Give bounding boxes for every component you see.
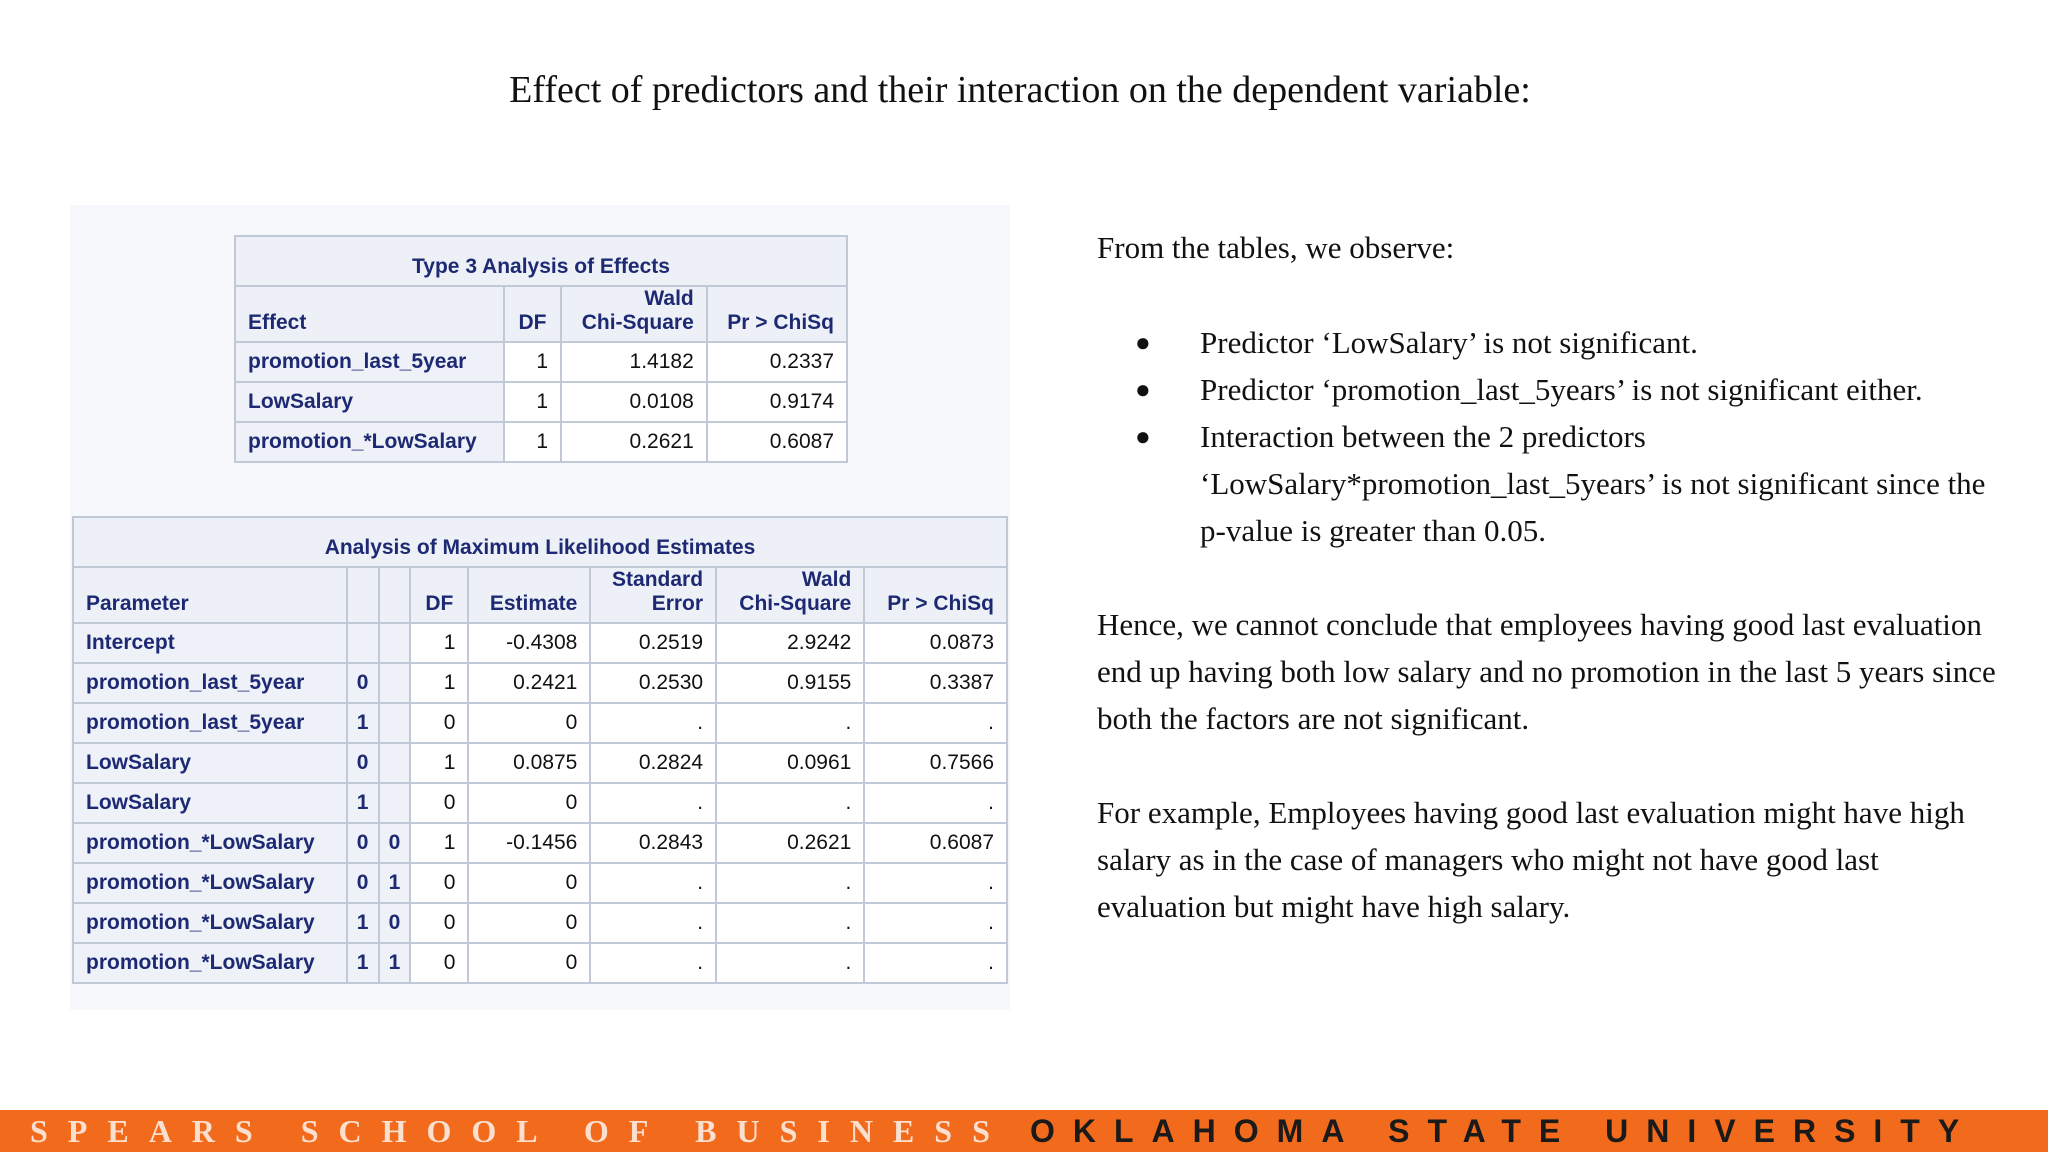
se-cell: . (590, 863, 716, 903)
level2-cell: 1 (379, 863, 411, 903)
p-cell: 0.3387 (864, 663, 1007, 703)
p-cell: 0.9174 (707, 382, 847, 422)
col-header-wald-bottom: Chi-Square (739, 592, 852, 615)
list-item-text: Interaction between the 2 predictors ‘LowSalary*promotion_last_5years’ is not significant since the p-value is greater than 0.05. (1200, 419, 1986, 548)
table-row (73, 903, 1007, 943)
se-cell: . (590, 703, 716, 743)
slide-title: Effect of predictors and their interaction on the dependent variable: (509, 69, 1531, 111)
university-footer-banner (0, 1110, 2048, 1152)
col-header-wald-bottom: Chi-Square (581, 311, 694, 334)
col-header-se-bottom: Error (651, 592, 704, 615)
table-row (235, 342, 847, 382)
param-cell: LowSalary (73, 783, 347, 823)
observations-intro: From the tables, we observe: (1097, 230, 1455, 265)
col-header-effect: Effect (235, 286, 504, 342)
wald-cell: 0.2621 (716, 823, 864, 863)
wald-cell: 0.9155 (716, 663, 864, 703)
level2-cell: 1 (379, 943, 411, 983)
wald-cell: 0.0961 (716, 743, 864, 783)
df-cell: 0 (410, 863, 468, 903)
level1-cell: 0 (347, 823, 379, 863)
table-caption: Type 3 Analysis of Effects (235, 236, 847, 286)
wald-cell: . (716, 863, 864, 903)
effect-cell: LowSalary (235, 382, 504, 422)
observations-list (1097, 319, 1997, 554)
table-row (235, 382, 847, 422)
col-header-p: Pr > ChiSq (707, 286, 847, 342)
effect-cell: promotion_*LowSalary (235, 422, 504, 462)
df-cell: 1 (410, 663, 468, 703)
se-cell: . (590, 943, 716, 983)
se-cell: 0.2519 (590, 623, 716, 663)
level2-cell (379, 623, 411, 663)
level1-cell (347, 623, 379, 663)
table-row (73, 743, 1007, 783)
se-cell: 0.2843 (590, 823, 716, 863)
col-header-wald-top: Wald (801, 568, 852, 591)
se-cell: . (590, 903, 716, 943)
table-row (235, 422, 847, 462)
p-cell: 0.6087 (707, 422, 847, 462)
estimate-cell: 0.0875 (468, 743, 590, 783)
wald-cell: . (716, 703, 864, 743)
df-cell: 1 (410, 823, 468, 863)
table-caption: Analysis of Maximum Likelihood Estimates (73, 517, 1007, 567)
table-row (73, 943, 1007, 983)
level1-cell: 1 (347, 903, 379, 943)
level2-cell (379, 783, 411, 823)
p-cell: 0.6087 (864, 823, 1007, 863)
col-header-df: DF (410, 567, 468, 623)
table-row (73, 663, 1007, 703)
estimate-cell: 0.2421 (468, 663, 590, 703)
df-cell: 0 (410, 943, 468, 983)
col-header-p: Pr > ChiSq (864, 567, 1007, 623)
level2-cell (379, 743, 411, 783)
col-header-level1 (347, 567, 379, 623)
table-row (73, 863, 1007, 903)
wald-cell: . (716, 783, 864, 823)
wald-cell: . (716, 943, 864, 983)
effect-cell: promotion_last_5year (235, 342, 504, 382)
level2-cell (379, 703, 411, 743)
param-cell: promotion_last_5year (73, 703, 347, 743)
estimate-cell: 0 (468, 863, 590, 903)
col-header-level2 (379, 567, 411, 623)
p-cell: . (864, 863, 1007, 903)
estimate-cell: 0 (468, 943, 590, 983)
col-header-df: DF (504, 286, 561, 342)
level2-cell: 0 (379, 903, 411, 943)
bullet-icon: ● (1135, 375, 1151, 404)
p-cell: . (864, 783, 1007, 823)
df-cell: 1 (410, 623, 468, 663)
estimate-cell: 0 (468, 703, 590, 743)
p-cell: . (864, 943, 1007, 983)
param-cell: Intercept (73, 623, 347, 663)
bullet-icon: ● (1135, 422, 1151, 451)
level1-cell: 1 (347, 783, 379, 823)
param-cell: promotion_last_5year (73, 663, 347, 703)
table-row (73, 623, 1007, 663)
se-cell: . (590, 783, 716, 823)
mle-estimates-table (72, 516, 1008, 984)
df-cell: 1 (504, 422, 561, 462)
wald-cell: 2.9242 (716, 623, 864, 663)
param-cell: promotion_*LowSalary (73, 943, 347, 983)
col-header-wald-top: Wald (644, 287, 694, 310)
bullet-icon: ● (1135, 328, 1151, 357)
example-paragraph: For example, Employees having good last evaluation might have high salary as in the case of managers who might not have good last evaluation but might have high salary. (1097, 795, 1965, 924)
level1-cell: 0 (347, 743, 379, 783)
col-header-wald (561, 286, 707, 342)
p-cell: 0.7566 (864, 743, 1007, 783)
estimate-cell: -0.1456 (468, 823, 590, 863)
table-row (73, 823, 1007, 863)
level1-cell: 1 (347, 703, 379, 743)
footer-university-name: OKLAHOMA STATE UNIVERSITY (1030, 1112, 1978, 1149)
level1-cell: 0 (347, 663, 379, 703)
df-cell: 1 (504, 382, 561, 422)
col-header-se-top: Standard (612, 568, 704, 591)
col-header-estimate: Estimate (468, 567, 590, 623)
df-cell: 0 (410, 903, 468, 943)
table-row (73, 783, 1007, 823)
param-cell: promotion_*LowSalary (73, 823, 347, 863)
level1-cell: 0 (347, 863, 379, 903)
wald-cell: 0.0108 (561, 382, 707, 422)
p-cell: 0.2337 (707, 342, 847, 382)
level2-cell: 0 (379, 823, 411, 863)
param-cell: promotion_*LowSalary (73, 903, 347, 943)
level2-cell (379, 663, 411, 703)
col-header-parameter: Parameter (73, 567, 347, 623)
level1-cell: 1 (347, 943, 379, 983)
df-cell: 0 (410, 783, 468, 823)
wald-cell: 1.4182 (561, 342, 707, 382)
se-cell: 0.2824 (590, 743, 716, 783)
wald-cell: 0.2621 (561, 422, 707, 462)
estimate-cell: 0 (468, 903, 590, 943)
conclusion-paragraph: Hence, we cannot conclude that employees having good last evaluation end up having both low salary and no promotion in the last 5 years since both the factors are not significant. (1097, 607, 1996, 736)
p-cell: 0.0873 (864, 623, 1007, 663)
df-cell: 1 (504, 342, 561, 382)
param-cell: promotion_*LowSalary (73, 863, 347, 903)
list-item (1097, 413, 1997, 554)
list-item (1097, 366, 1997, 413)
list-item-text: Predictor ‘promotion_last_5years’ is not significant either. (1200, 372, 1923, 407)
table-row (73, 703, 1007, 743)
list-item (1097, 319, 1997, 366)
p-cell: . (864, 903, 1007, 943)
estimate-cell: -0.4308 (468, 623, 590, 663)
footer-school-name: SPEARS SCHOOL OF BUSINESS (30, 1112, 1010, 1149)
estimate-cell: 0 (468, 783, 590, 823)
list-item-text: Predictor ‘LowSalary’ is not significant. (1200, 325, 1698, 360)
col-header-se (590, 567, 716, 623)
wald-cell: . (716, 903, 864, 943)
df-cell: 1 (410, 743, 468, 783)
df-cell: 0 (410, 703, 468, 743)
param-cell: LowSalary (73, 743, 347, 783)
se-cell: 0.2530 (590, 663, 716, 703)
observations-text (1097, 224, 1997, 930)
p-cell: . (864, 703, 1007, 743)
type3-analysis-table (234, 235, 848, 463)
col-header-wald (716, 567, 864, 623)
